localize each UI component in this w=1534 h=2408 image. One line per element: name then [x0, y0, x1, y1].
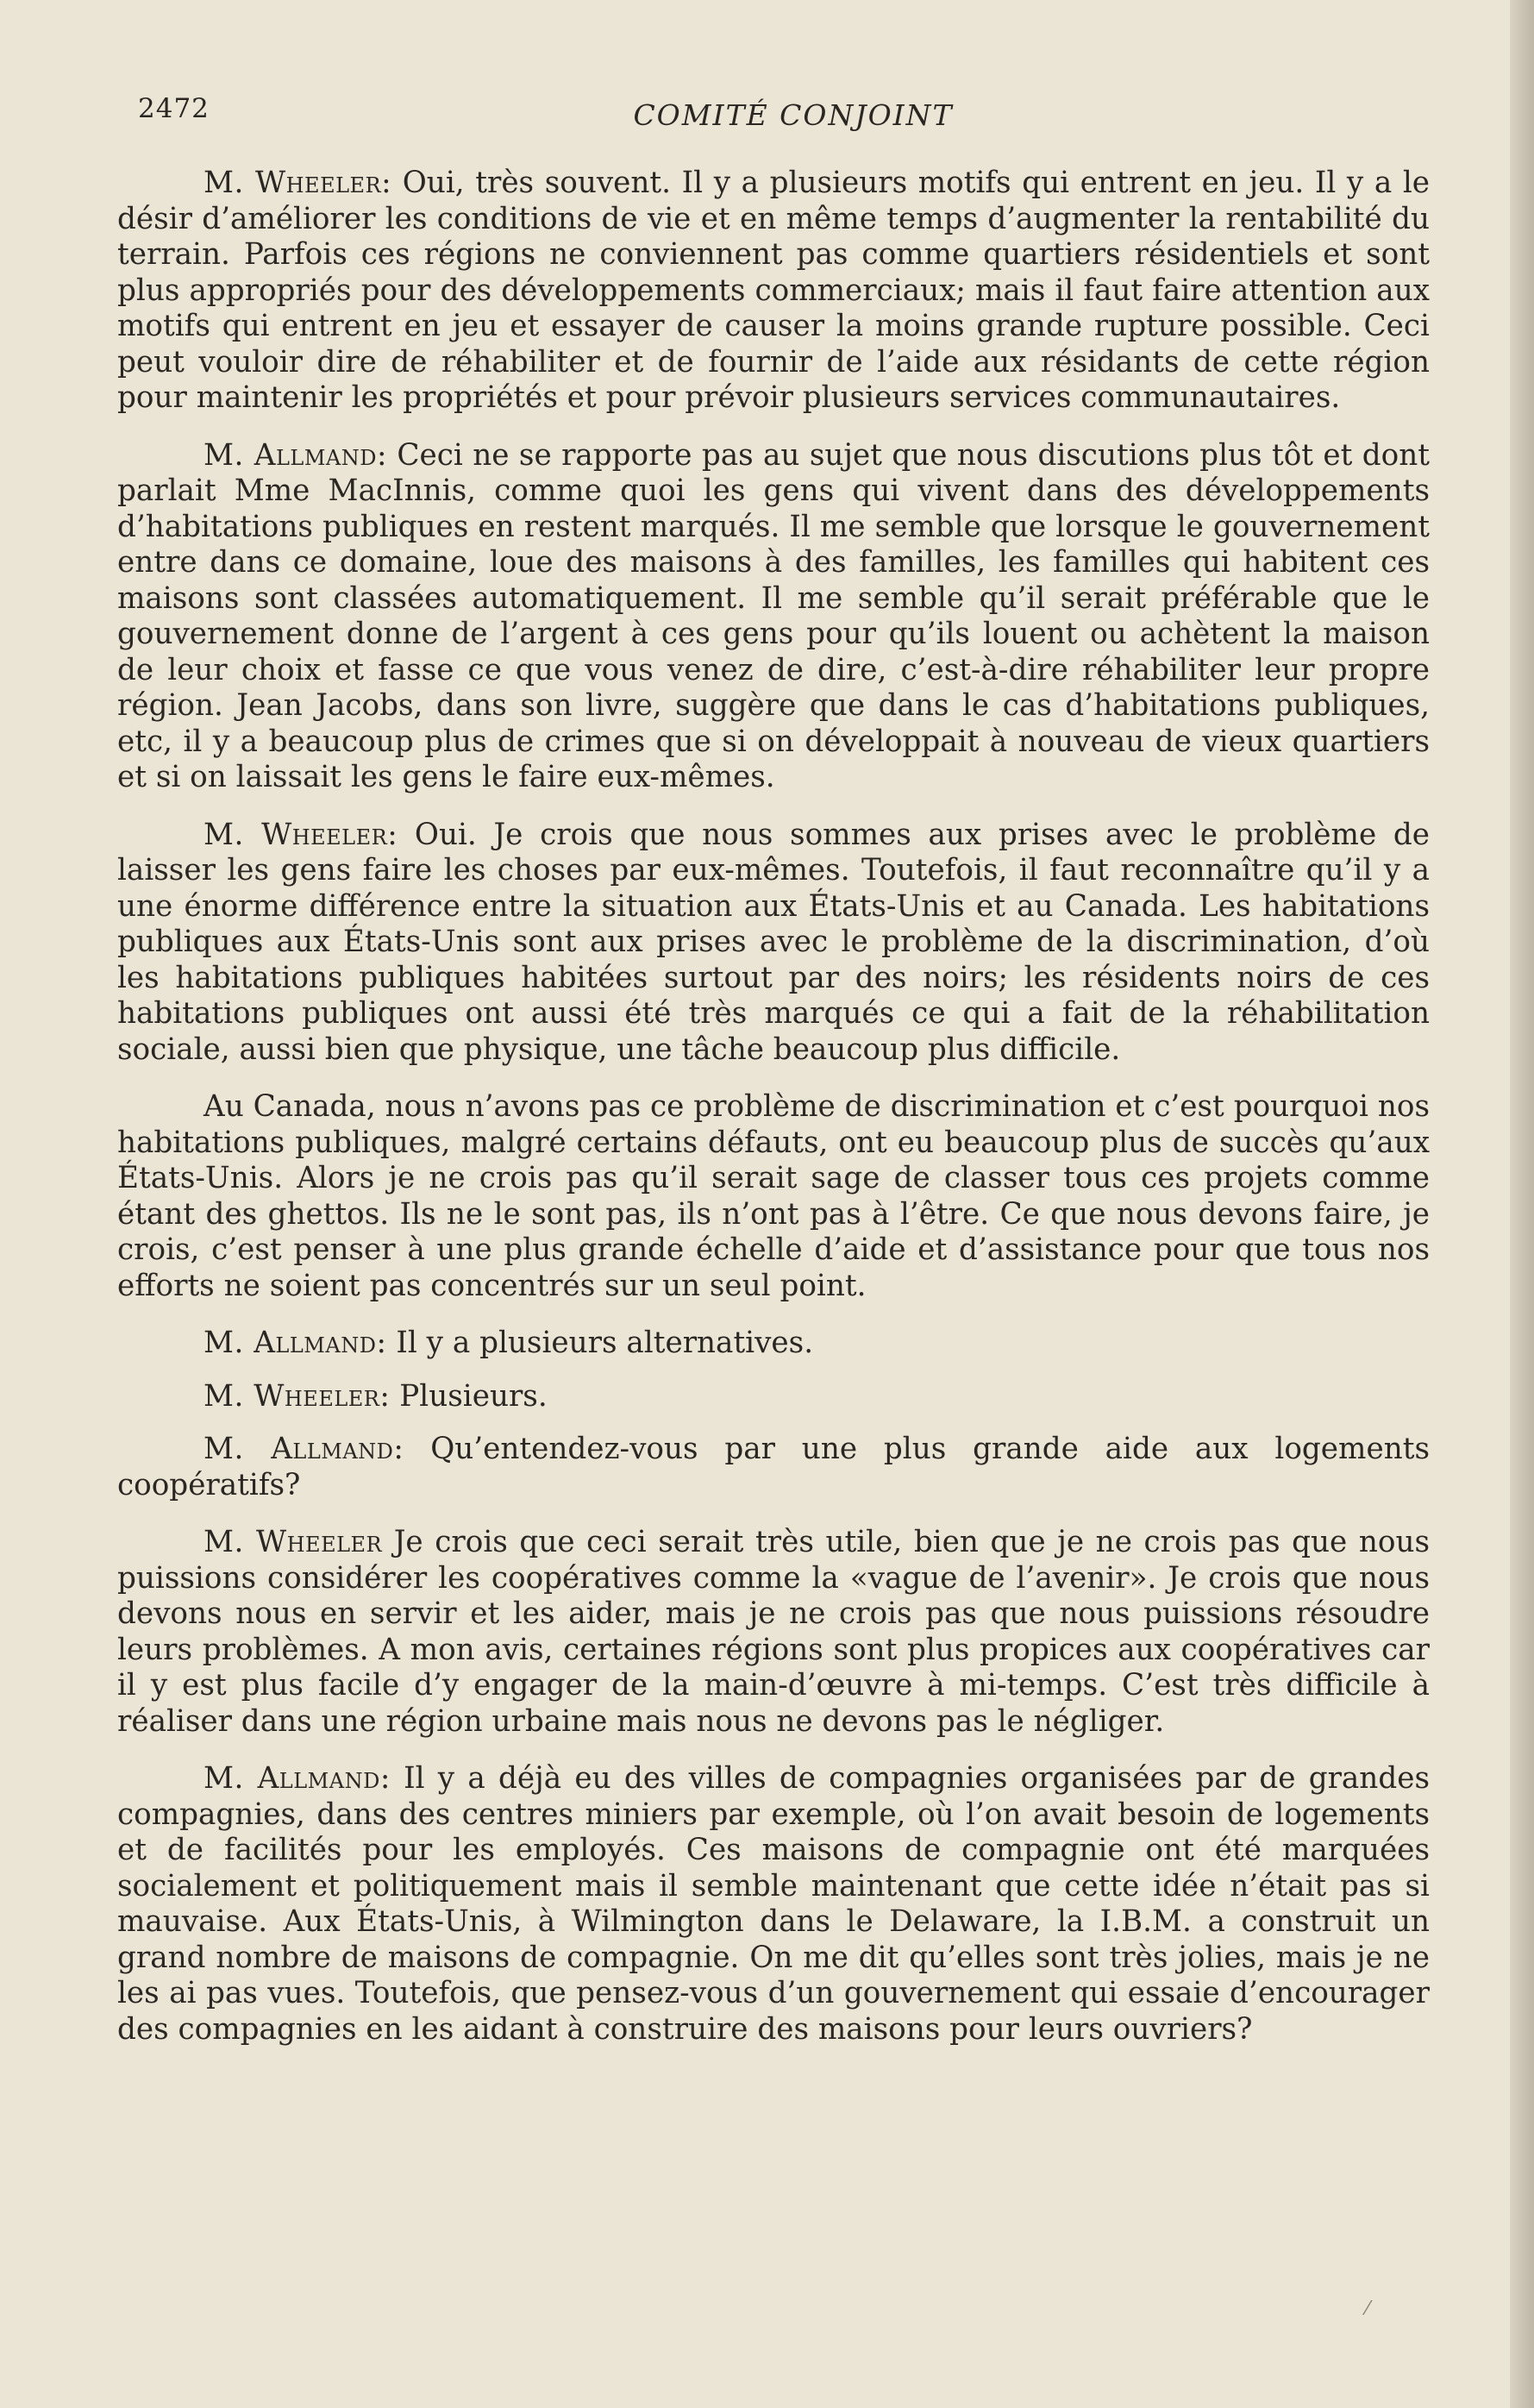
paragraph-text: Ceci ne se rapporte pas au sujet que nous discutions plus tôt et dont parlait Mme MacInnis, comme quoi les gens qui vivent dans des développements d’habitations publiques en restent marqués. Il me semble que lorsque le gouvernement entre dans ce domaine, loue des maisons à des familles, les familles qui habitent ces maisons sont classées automatiquement. Il me semble qu’il serait préférable que le gouvernement donne de l’argent à ces gens pour qu’ils louent ou achètent la maison de leur choix et fasse ce que vous venez de dire, c’est-à-dire réhabiliter leur propre région. Jean Jacobs, dans son livre, suggère que dans le cas d’habitations publiques, etc, il y a beaucoup plus de crimes que si on développait à nouveau de vieux quartiers et si on laissait les gens le faire eux-mêmes.	[117, 437, 1430, 794]
paragraph	[117, 1089, 1430, 1304]
speaker-name: M. Allmand:	[203, 1326, 387, 1360]
paragraph-text: Oui. Je crois que nous sommes aux prises avec le problème de laisser les gens faire les choses par eux-mêmes. Toutefois, il faut reconnaître qu’il y a une énorme différence entre la situation aux États-Unis et au Canada. Les habitations publiques aux États-Unis sont aux prises avec le problème de la discrimination, d’où les habitations publiques habitées surtout par des noirs; les résidents noirs de ces habitations publiques ont aussi été très marqués ce qui a fait de la réhabilitation sociale, aussi bien que physique, une tâche beaucoup plus difficile.	[117, 817, 1430, 1067]
paragraph-text: Il y a plusieurs alternatives.	[386, 1326, 814, 1360]
paragraph-text: Plusieurs.	[390, 1378, 548, 1414]
paragraph	[117, 818, 1430, 1069]
paragraph	[117, 1379, 1430, 1415]
page-edge	[1510, 0, 1534, 2408]
speaker-name: M. Allmand:	[203, 1761, 391, 1796]
paragraph-text: Il y a déjà eu des villes de compagnies organisées par de grandes compagnies, dans des centres miniers par exemple, où l’on avait besoin de logements et de facilités pour les employés. Ces maisons de compagnie ont été marquées socialement et politiquement mais il semble maintenant que cette idée n’était pas si mauvaise. Aux États-Unis, à Wilmington dans le Delaware, la I.B.M. a construit un grand nombre de maisons de compagnie. On me dit qu’elles sont très jolies, mais je ne les ai pas vues. Toutefois, que pensez-vous d’un gouvernement qui essaie d’encourager des compagnies en les aidant à construire des maisons pour leurs ouvriers?	[117, 1761, 1430, 2047]
paragraph	[117, 438, 1430, 796]
footer-mark: ⁄	[1366, 2298, 1369, 2320]
paragraph-text: Au Canada, nous n’avons pas ce problème de discrimination et c’est pourquoi nos habitations publiques, malgré certains défauts, ont eu beaucoup plus de succès qu’aux États-Unis. Alors je ne crois pas qu’il serait sage de classer tous ces projets comme étant des ghettos. Ils ne le sont pas, ils n’ont pas à l’être. Ce que nous devons faire, je crois, c’est penser à une plus grande échelle d’aide et d’assistance pour que tous nos efforts ne soient pas concentrés sur un seul point.	[117, 1089, 1430, 1303]
paragraph	[117, 1525, 1430, 1740]
running-head: COMITÉ CONJOINT	[633, 98, 954, 132]
paragraph	[117, 1326, 1430, 1362]
page-body	[117, 166, 1430, 2069]
speaker-name: M. Wheeler:	[203, 817, 398, 852]
speaker-name: M. Wheeler:	[203, 1378, 391, 1414]
paragraph-text: Qu’entendez-vous par une plus grande aide aux logements coopératifs?	[117, 1432, 1430, 1502]
page-number: 2472	[138, 93, 210, 124]
page-header	[138, 93, 1449, 145]
speaker-name: M. Allmand:	[203, 437, 387, 473]
paragraph	[117, 1432, 1430, 1503]
paragraph	[117, 1761, 1430, 2047]
speaker-name: M. Wheeler:	[203, 166, 392, 200]
paragraph	[117, 166, 1430, 417]
speaker-name: M. Allmand:	[203, 1432, 404, 1466]
paragraph-text: Oui, très souvent. Il y a plusieurs motifs qui entrent en jeu. Il y a le désir d’améliorer les conditions de vie et en même temps d’augmenter la rentabilité du terrain. Parfois ces régions ne conviennent pas comme quartiers résidentiels et sont plus appropriés pour des développements commerciaux; mais il faut faire attention aux motifs qui entrent en jeu et essayer de causer la moins grande rupture possible. Ceci peut vouloir dire de réhabiliter et de fournir de l’aide aux résidants de cette région pour maintenir les propriétés et pour prévoir plusieurs services communautaires.	[117, 166, 1430, 415]
paragraph-text: Je crois que ceci serait très utile, bien que je ne crois pas que nous puissions considérer les coopératives comme la «vague de l’avenir». Je crois que nous devons nous en servir et les aider, mais je ne crois pas que nous puissions résoudre leurs problèmes. A mon avis, certaines régions sont plus propices aux coopératives car il y est plus facile d’y engager de la main-d’œuvre à mi-temps. C’est très difficile à réaliser dans une région urbaine mais nous ne devons pas le négliger.	[117, 1525, 1431, 1739]
speaker-name: M. Wheeler	[203, 1525, 383, 1559]
